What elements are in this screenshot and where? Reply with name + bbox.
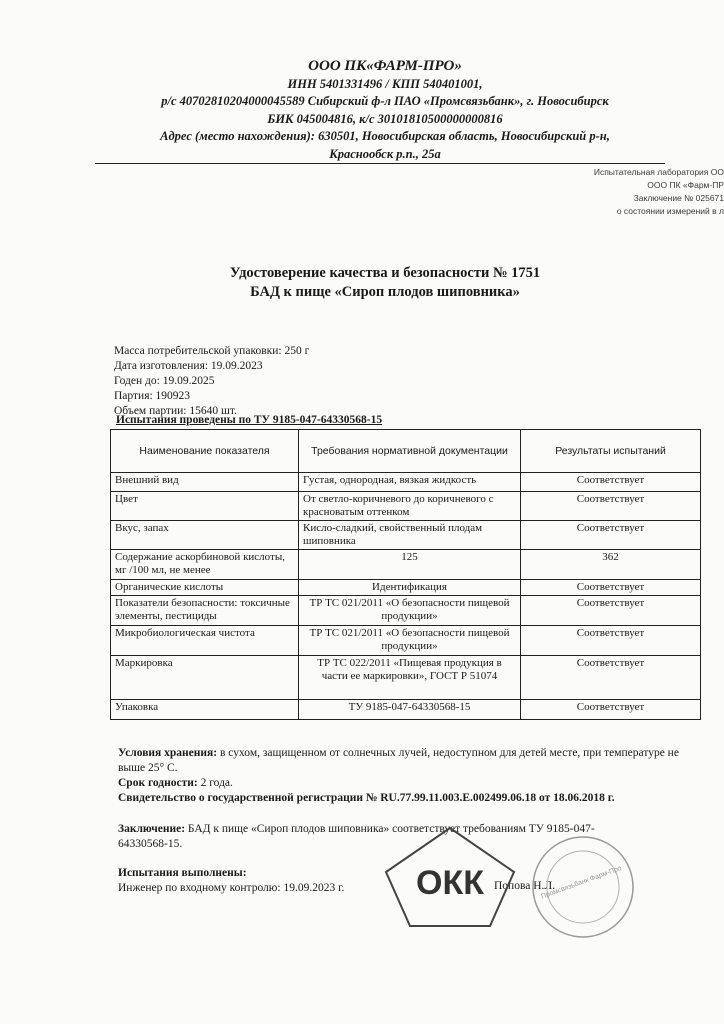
column-header: Требования нормативной документации <box>299 430 521 473</box>
conclusion <box>118 822 598 852</box>
indicator-cell: Внешний вид <box>111 473 299 492</box>
manufacture-date: Дата изготовления: 19.09.2023 <box>114 360 263 372</box>
table-row <box>111 656 701 700</box>
indicator-cell: Цвет <box>111 492 299 521</box>
storage-conditions <box>118 746 698 806</box>
result-cell: Соответствует <box>521 626 701 656</box>
round-stamp-text: Промсвязьбанк Фарм-Про <box>540 864 623 901</box>
expiry-date: Годен до: 19.09.2025 <box>114 375 215 387</box>
registration-certificate: Свидетельство о государственной регистрации № RU.77.99.11.003.Е.002499.06.18 от 18.06.2018 г. <box>118 792 615 804</box>
batch-number: Партия: 190923 <box>114 390 191 402</box>
company-bank: р/с 40702810204000045589 Сибирский ф-л ПАО «Промсвязьбанк», г. Новосибирск <box>161 94 609 108</box>
company-name: ООО ПК«ФАРМ-ПРО» <box>308 58 462 74</box>
requirement-cell: От светло-коричневого до коричневого с красноватым оттенком <box>299 492 521 521</box>
table-row <box>111 550 701 580</box>
indicator-cell: Показатели безопасности: токсичные элементы, пестициды <box>111 596 299 626</box>
signature-name: Попова Н.Л. <box>494 880 556 892</box>
conclusion-label: Заключение: <box>118 823 186 835</box>
result-cell: Соответствует <box>521 580 701 596</box>
result-cell: Соответствует <box>521 700 701 720</box>
result-cell: Соответствует <box>521 473 701 492</box>
tests-heading: Испытания проведены по ТУ 9185-047-64330568-15 <box>116 414 383 426</box>
conclusion-text: БАД к пище «Сироп плодов шиповника» соответствует требованиям ТУ 9185-047-64330568-15. <box>118 823 595 850</box>
company-address: Адрес (место нахождения): 630501, Новосибирская область, Новосибирский р-н, <box>160 129 610 143</box>
result-cell: Соответствует <box>521 492 701 521</box>
requirement-cell: ТР ТС 022/2011 «Пищевая продукция в части ее маркировки», ГОСТ Р 51074 <box>299 656 521 700</box>
certificate-number: Удостоверение качества и безопасности № 1751 <box>229 265 541 281</box>
document-title <box>150 264 620 302</box>
round-stamp-icon <box>528 832 638 942</box>
tests-performed <box>118 866 344 896</box>
column-header: Наименование показателя <box>111 430 299 473</box>
table-row <box>111 700 701 720</box>
lab-stamp-line: о состоянии измерений в л <box>616 206 724 216</box>
requirement-cell: Густая, однородная, вязкая жидкость <box>299 473 521 492</box>
lab-stamp <box>512 166 724 218</box>
shelf-life-label: Срок годности: <box>118 777 198 789</box>
indicator-cell: Маркировка <box>111 656 299 700</box>
okk-stamp-label: ОКК <box>416 864 484 902</box>
requirement-cell: ТР ТС 021/2011 «О безопасности пищевой продукции» <box>299 596 521 626</box>
company-inn: ИНН 5401331496 / КПП 540401001, <box>287 76 483 91</box>
okk-stamp-icon <box>380 822 520 932</box>
indicator-cell: Органические кислоты <box>111 580 299 596</box>
quality-table <box>110 429 701 720</box>
lab-stamp-line: Заключение № 025671 <box>633 193 724 203</box>
performed-label: Испытания выполнены: <box>118 867 247 879</box>
letterhead <box>90 58 680 163</box>
batch-volume: Объем партии: 15640 шт. <box>114 405 237 417</box>
indicator-cell: Микробиологическая чистота <box>111 626 299 656</box>
shelf-life-text: 2 года. <box>197 777 233 789</box>
storage-text: в сухом, защищенном от солнечных лучей, недоступном для детей месте, при температуре не выше 25° С. <box>118 747 679 774</box>
indicator-cell: Упаковка <box>111 700 299 720</box>
lab-stamp-line: Испытательная лаборатория ОО <box>593 167 724 177</box>
table-row <box>111 596 701 626</box>
letterhead-divider <box>95 163 665 164</box>
table-row <box>111 626 701 656</box>
table-row <box>111 473 701 492</box>
package-mass: Масса потребительской упаковки: 250 г <box>114 345 310 357</box>
indicator-cell: Содержание аскорбиновой кислоты, мг /100 мл, не менее <box>111 550 299 580</box>
table-row <box>111 492 701 521</box>
result-cell: Соответствует <box>521 656 701 700</box>
product-meta <box>114 344 309 419</box>
result-cell: Соответствует <box>521 596 701 626</box>
table-row <box>111 521 701 550</box>
requirement-cell: ТУ 9185-047-64330568-15 <box>299 700 521 720</box>
lab-stamp-line: ООО ПК «Фарм-ПР <box>647 180 724 190</box>
requirement-cell: Идентификация <box>299 580 521 596</box>
product-name: БАД к пище «Сироп плодов шиповника» <box>250 284 520 300</box>
requirement-cell: ТР ТС 021/2011 «О безопасности пищевой продукции» <box>299 626 521 656</box>
table-header-row <box>111 430 701 473</box>
company-bik: БИК 045004816, к/с 30101810500000000816 <box>267 111 503 126</box>
engineer-line: Инженер по входному контролю: 19.09.2023 г. <box>118 882 345 894</box>
requirement-cell: Кисло-сладкий, свойственный плодам шиповника <box>299 521 521 550</box>
result-cell: 362 <box>521 550 701 580</box>
column-header: Результаты испытаний <box>521 430 701 473</box>
table-row <box>111 580 701 596</box>
company-address-cont: Краснообск р.п., 25а <box>329 146 441 161</box>
indicator-cell: Вкус, запах <box>111 521 299 550</box>
storage-label: Условия хранения: <box>118 747 218 759</box>
result-cell: Соответствует <box>521 521 701 550</box>
requirement-cell: 125 <box>299 550 521 580</box>
